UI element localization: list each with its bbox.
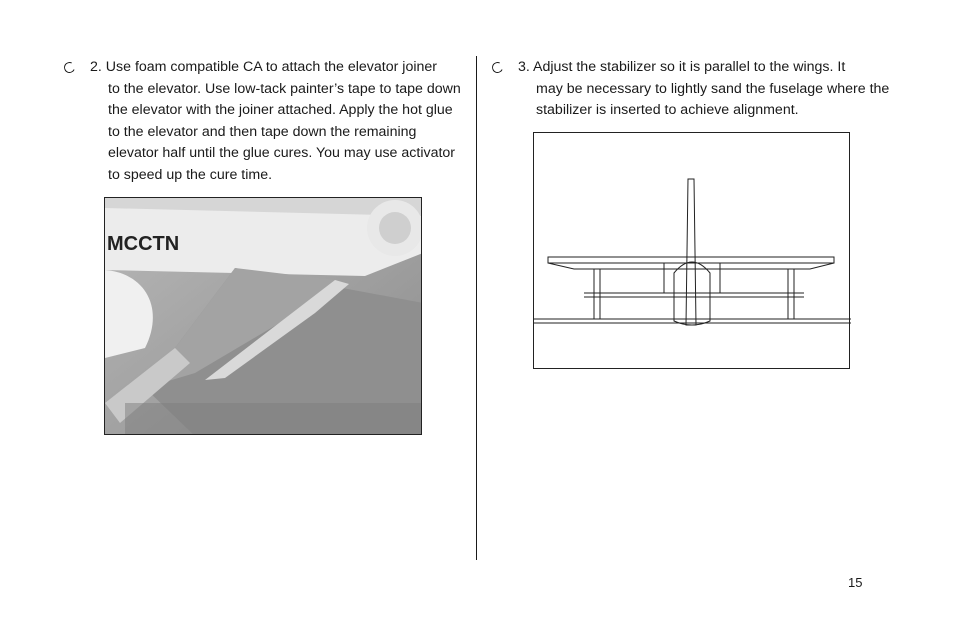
step-2-first-line: 2. Use foam compatible CA to attach the elevator joiner [90, 59, 437, 75]
step-2-text: to the elevator. Use low-tack painter’s tape to tape down the elevator with the joiner attached. Apply the hot glue to the elevator and then tape down the remaining elevator half until the glue cures. You may use activator to speed up the cure time. [108, 80, 461, 183]
stabilizer-alignment-diagram [533, 132, 850, 369]
step-3 [492, 57, 892, 122]
checkbox-circle-icon[interactable] [62, 60, 76, 74]
photo-lettering: MCCTN [107, 233, 180, 255]
airplane-rear-view-illustration [534, 133, 851, 370]
elevator-photo-illustration [105, 198, 422, 435]
page-number: 15 [848, 575, 863, 590]
step-3-first-line: 3. Adjust the stabilizer so it is parallel to the wings. It [518, 59, 846, 75]
checkbox-circle-icon[interactable] [490, 60, 504, 74]
step-2 [64, 57, 464, 187]
elevator-joiner-photo [104, 197, 422, 435]
step-3-text: may be necessary to lightly sand the fuselage where the stabilizer is inserted to achieve alignment. [536, 80, 890, 119]
column-divider [476, 56, 477, 560]
